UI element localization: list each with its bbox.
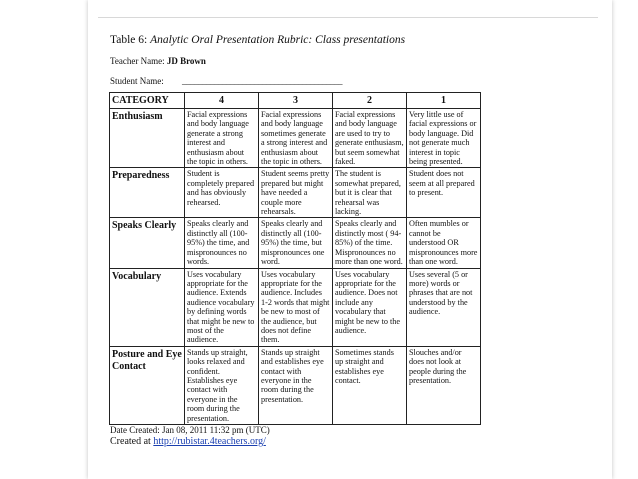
- table-row: [110, 109, 481, 168]
- title-text: Analytic Oral Presentation Rubric: Class presentations: [150, 34, 406, 46]
- category-cell: Enthusiasm: [110, 109, 185, 168]
- header-row: [110, 93, 481, 109]
- score-3-cell: Student seems pretty prepared but might have needed a couple more rehearsals.: [259, 168, 333, 218]
- student-name-blank: ________________________________________: [182, 76, 342, 86]
- teacher-label: Teacher Name:: [110, 56, 165, 66]
- score-3-cell: Stands up straight and establishes eye contact with everyone in the room during the presentation.: [259, 346, 333, 424]
- score-4-cell: Stands up straight, looks relaxed and confident. Establishes eye contact with everyone in the room during the presentation.: [185, 346, 259, 424]
- teacher-line: [110, 56, 206, 66]
- score-1-cell: Very little use of facial expressions or body language. Did not generate much interest in topic being presented.: [407, 109, 481, 168]
- score-2-cell: Sometimes stands up straight and establishes eye contact.: [333, 346, 407, 424]
- score-4-cell: Student is completely prepared and has obviously rehearsed.: [185, 168, 259, 218]
- score-2-cell: Speaks clearly and distinctly most ( 94-85%) of the time. Mispronounces no more than one word.: [333, 218, 407, 268]
- table-row: [110, 268, 481, 346]
- student-label: Student Name:: [110, 76, 164, 86]
- rubistar-link[interactable]: http://rubistar.4teachers.org/: [153, 436, 266, 447]
- score-3-cell: Speaks clearly and distinctly all (100-95%) the time, but mispronounces one word.: [259, 218, 333, 268]
- table-title: [110, 34, 405, 46]
- header-score-3: 3: [259, 93, 333, 109]
- header-category: CATEGORY: [110, 93, 185, 109]
- date-created: Date Created: Jan 08, 2011 11:32 pm (UTC): [110, 425, 270, 435]
- table-row: [110, 168, 481, 218]
- page-top-rule: [98, 17, 598, 18]
- score-4-cell: Facial expressions and body language generate a strong interest and enthusiasm about the topic in others.: [185, 109, 259, 168]
- table-row: [110, 218, 481, 268]
- score-3-cell: Facial expressions and body language sometimes generate a strong interest and enthusiasm about the topic in others.: [259, 109, 333, 168]
- created-at-line: [110, 436, 266, 447]
- score-4-cell: Uses vocabulary appropriate for the audience. Extends audience vocabulary by defining words that might be new to most of the audience.: [185, 268, 259, 346]
- score-1-cell: Student does not seem at all prepared to present.: [407, 168, 481, 218]
- category-cell: Posture and Eye Contact: [110, 346, 185, 424]
- score-2-cell: Facial expressions and body language are used to try to generate enthusiasm, but seem somewhat faked.: [333, 109, 407, 168]
- category-cell: Preparedness: [110, 168, 185, 218]
- header-score-2: 2: [333, 93, 407, 109]
- teacher-name: JD Brown: [166, 56, 206, 66]
- score-2-cell: Uses vocabulary appropriate for the audience. Does not include any vocabulary that might be new to the audience.: [333, 268, 407, 346]
- category-cell: Speaks Clearly: [110, 218, 185, 268]
- score-1-cell: Slouches and/or does not look at people during the presentation.: [407, 346, 481, 424]
- table-row: [110, 346, 481, 424]
- score-3-cell: Uses vocabulary appropriate for the audience. Includes 1-2 words that might be new to most of the audience, but does not define them.: [259, 268, 333, 346]
- header-score-1: 1: [407, 93, 481, 109]
- header-score-4: 4: [185, 93, 259, 109]
- created-at-label: Created at: [110, 436, 151, 447]
- student-line: [110, 76, 342, 86]
- category-cell: Vocabulary: [110, 268, 185, 346]
- score-2-cell: The student is somewhat prepared, but it is clear that rehearsal was lacking.: [333, 168, 407, 218]
- score-1-cell: Uses several (5 or more) words or phrases that are not understood by the audience.: [407, 268, 481, 346]
- score-1-cell: Often mumbles or cannot be understood OR mispronounces more than one word.: [407, 218, 481, 268]
- title-prefix: Table 6:: [110, 34, 148, 46]
- score-4-cell: Speaks clearly and distinctly all (100-95%) the time, and mispronounces no words.: [185, 218, 259, 268]
- rubric-table: [109, 92, 481, 425]
